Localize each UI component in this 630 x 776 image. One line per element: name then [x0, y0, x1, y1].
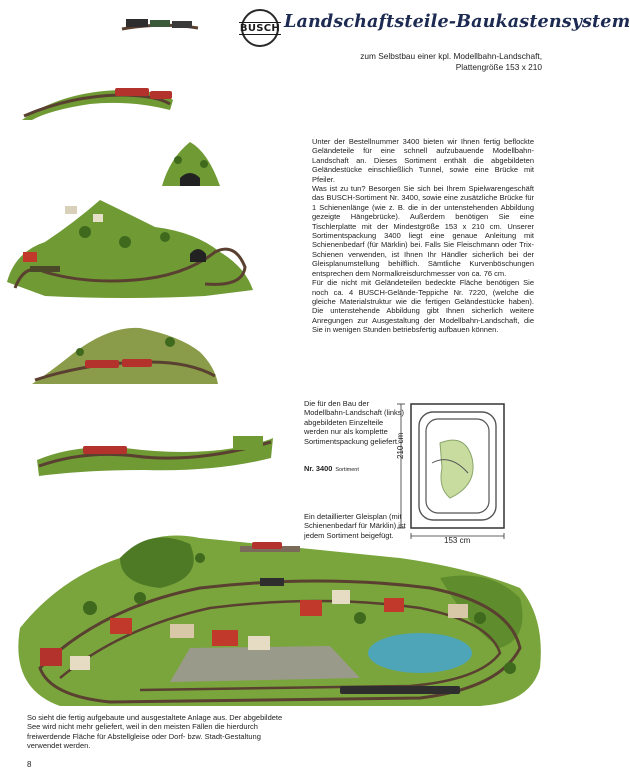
track-plan-diagram	[410, 403, 505, 529]
module-mountain-large	[5, 192, 255, 302]
dimension-height-label: 210 cm	[396, 432, 405, 459]
dimension-height-line	[397, 403, 405, 529]
finished-layout-illustration	[0, 518, 550, 708]
dimension-width-label: 153 cm	[444, 536, 471, 545]
description-text	[312, 137, 534, 335]
page-title: Landschaftsteile-Baukastensystem	[284, 11, 630, 32]
logo-text: BUSCH	[239, 22, 281, 34]
layout-caption: So sieht die fertig aufgebaute und ausgestaltete Anlage aus. Der abgebildete See wird nicht mehr geliefert, weil in den meisten Fällen die hierdurch freiwerdende Fläche für Abstellgleise oder Dorf- bzw. Stadt-Gestaltung verwendet werden.	[27, 713, 283, 751]
module-train-top	[120, 13, 200, 35]
description-paragraph: Unter der Bestellnummer 3400 bieten wir Ihnen fertig beflockte Geländeteile für eine schnell aufzubauende Modellbahn-Landschaft an. Dieses Sortiment enthält die abgebildeten Geländestücke einschließlich Tunnel, sowie eine Brücke mit Pfeiler.	[312, 137, 534, 184]
article-sub: Sortiment	[335, 467, 359, 473]
description-paragraph: Was ist zu tun? Besorgen Sie sich bei Ihrem Spielwarengeschäft das BUSCH-Sortiment Nr. 3400, sowie eine zusätzliche Brücke für 1 Schienenlänge (wie z. B. die in der untenstehenden Abbildung gezeigte Hängebrücke). Außerdem benötigen Sie eine Tischlerplatte mit der Mindestgröße 153 x 210 cm. Unserer Sortimentspackung 3400 liegt eine genaue Anleitung mit Schienenbedarf (für Märklin) bei. Falls Sie Fleischmann oder Trix-Schienen verwenden, ist Ihnen Ihr Händler sicherlich bei der Gleisplanumstellung behilflich. Sämtliche Kurvenböschungen entsprechen dem Normalkreisdurchmesser von ca. 76 cm.	[312, 184, 534, 278]
module-curve-track	[20, 82, 175, 122]
track-plan-caption: Ein detaillierter Gleisplan (mit Schienenbedarf für Märklin) ist jedem Sortiment beigefügt.	[304, 512, 406, 540]
sortiment-caption: Die für den Bau der Modellbahn-Landschaft (links) abgebildeten Einzelteile werden nur als komplette Sortimentspackung geliefert.	[304, 399, 405, 446]
article-number	[304, 464, 359, 473]
article-label: Nr. 3400	[304, 464, 333, 473]
busch-logo	[241, 9, 279, 47]
module-tunnel-hill	[160, 138, 222, 188]
description-paragraph: Für die nicht mit Geländeteilen bedeckte Fläche benötigen Sie noch ca. 4 BUSCH-Gelände-Teppiche Nr. 7220, (welche die gleiche Materialstruktur wie die fertigen Geländestücke haben). Die untenstehende Abbildung gibt Ihnen sicherlich weitere Anregungen zur Ausgestaltung der Modellbahn-Landschaft, die Sie in wenigen Stunden betriebsfertig aufbauen können.	[312, 278, 534, 335]
page-number: 8	[27, 760, 32, 769]
module-embankment	[35, 428, 275, 478]
module-hill-with-train	[30, 322, 220, 392]
page-subtitle: zum Selbstbau einer kpl. Modellbahn-Landschaft, Plattengröße 153 x 210	[360, 51, 542, 72]
